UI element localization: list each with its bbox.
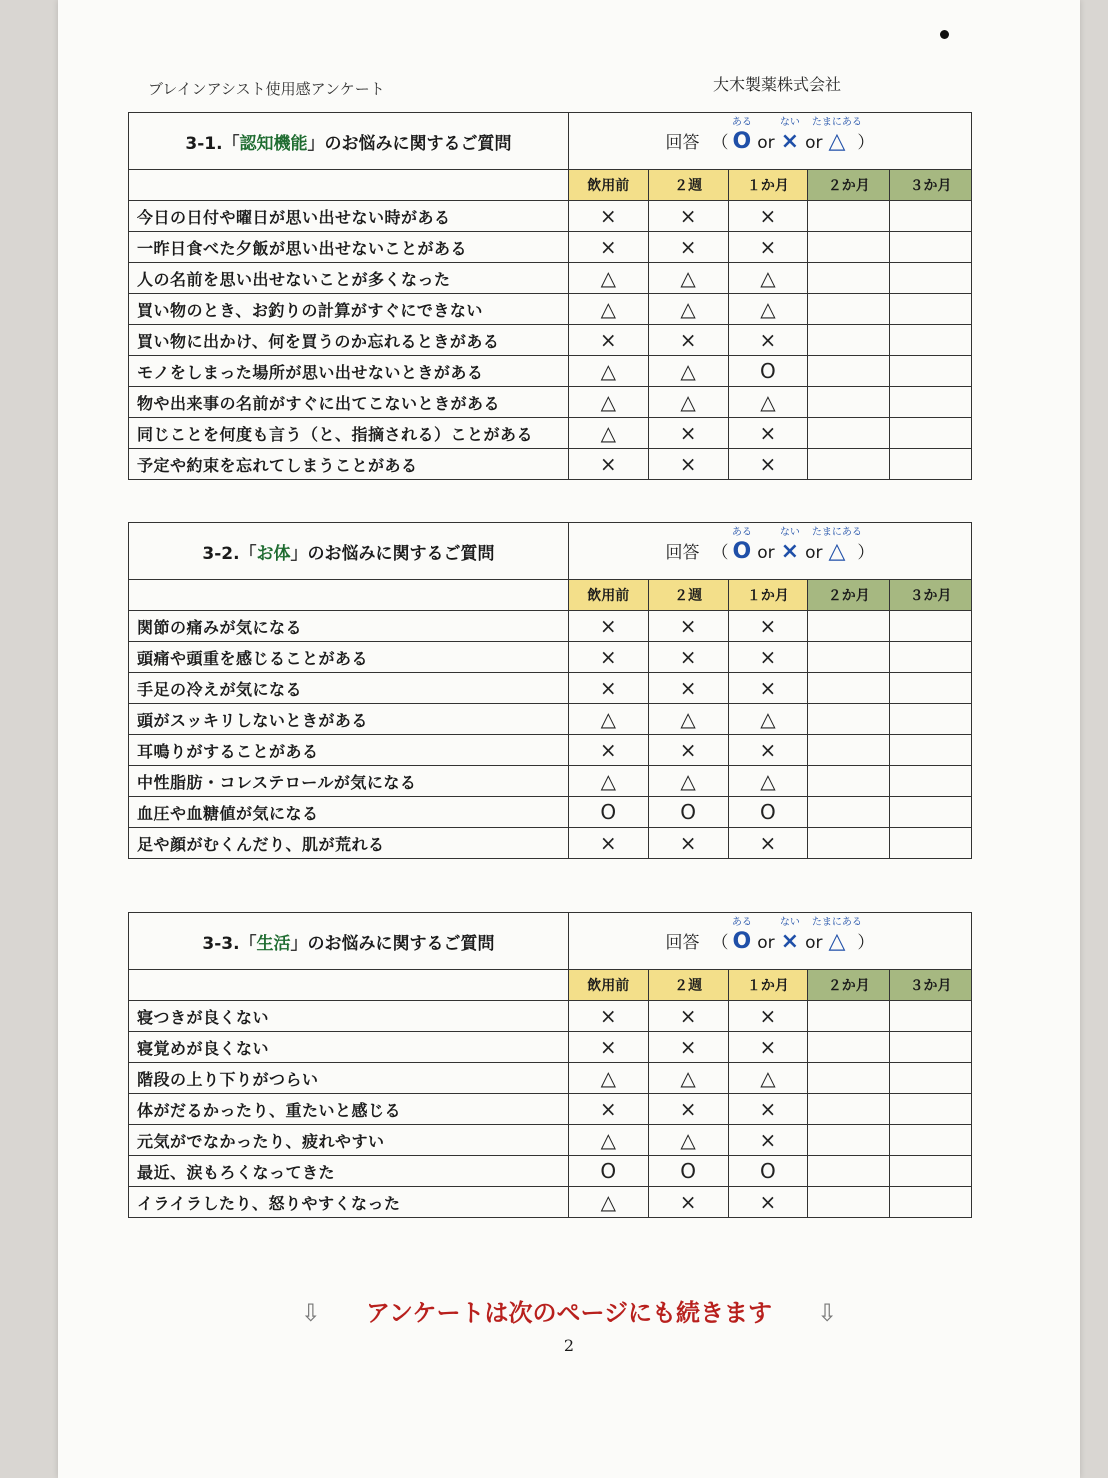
answer-cell: △ [568,1063,648,1094]
answer-cell [890,1063,972,1094]
answer-cell: △ [648,263,728,294]
answer-cell [890,263,972,294]
legend-symbol [779,117,800,154]
answer-cell [890,673,972,704]
column-header: ３か月 [890,580,972,611]
open-paren: （ [711,933,729,953]
answer-cell: × [728,1125,808,1156]
answer-label: 回答 [665,933,700,953]
question-row [129,673,972,704]
answer-cell: × [568,1001,648,1032]
answer-label: 回答 [665,543,700,563]
answer-cell: × [728,1001,808,1032]
answer-cell: × [728,325,808,356]
question-text: 今日の日付や曜日が思い出せない時がある [129,201,569,232]
answer-legend [568,913,971,970]
answer-label: 回答 [665,133,700,153]
answer-cell: △ [648,387,728,418]
column-header: １か月 [728,580,808,611]
answer-cell [890,1001,972,1032]
answer-cell: △ [648,1063,728,1094]
column-header: １か月 [728,970,808,1001]
answer-cell [890,1187,972,1218]
answer-cell: △ [568,263,648,294]
question-text: 足や顔がむくんだり、肌が荒れる [129,828,569,859]
answer-cell: × [648,1032,728,1063]
answer-cell [808,449,890,480]
legend-symbol [731,917,752,954]
question-text: 寝覚めが良くない [129,1032,569,1063]
question-text: 予定や約束を忘れてしまうことがある [129,449,569,480]
answer-cell [890,1125,972,1156]
answer-cell: × [728,232,808,263]
question-text: 中性脂肪・コレステロールが気になる [129,766,569,797]
down-arrow-icon: ⇩ [300,1299,321,1327]
answer-cell [808,673,890,704]
answer-cell [890,325,972,356]
legend-ruby: ない [779,117,800,128]
continuation-message: アンケートは次のページにも続きます [365,1299,773,1327]
answer-cell [808,263,890,294]
section-title-prefix: 3-1.「 [185,133,240,154]
ink-dot [940,30,949,39]
answer-cell: × [648,642,728,673]
or-text: or [757,133,775,153]
blank-cell [129,170,569,201]
question-row [129,325,972,356]
legend-mark: △ [828,539,846,564]
question-text: 階段の上り下りがつらい [129,1063,569,1094]
legend-symbol [779,527,800,564]
answer-cell: × [568,201,648,232]
answer-cell: × [648,449,728,480]
question-text: 元気がでなかったり、疲れやすい [129,1125,569,1156]
question-text: 買い物のとき、お釣りの計算がすぐにできない [129,294,569,325]
answer-cell [890,418,972,449]
question-text: 手足の冷えが気になる [129,673,569,704]
section-title-suffix: 」のお悩みに関するご質問 [290,543,495,564]
legend-ruby: たまにある [811,917,862,928]
question-text: 寝つきが良くない [129,1001,569,1032]
answer-cell: △ [648,294,728,325]
question-text: 血圧や血糖値が気になる [129,797,569,828]
column-header: 飲用前 [568,580,648,611]
answer-cell: × [648,1001,728,1032]
survey-title: ブレインアシスト使用感アンケート [148,80,385,98]
continuation-note [58,1293,1080,1328]
or-text: or [757,933,775,953]
answer-cell: △ [568,1125,648,1156]
answer-cell [890,1094,972,1125]
question-row [129,201,972,232]
legend-ruby: ない [779,527,800,538]
answer-cell: × [728,1094,808,1125]
answer-cell [890,201,972,232]
legend-ruby: ない [779,917,800,928]
answer-cell [808,735,890,766]
answer-cell: × [568,673,648,704]
question-row [129,263,972,294]
legend-symbol [731,527,752,564]
answer-cell: × [568,642,648,673]
legend-mark: O [732,129,752,154]
column-header: １か月 [728,170,808,201]
answer-cell [890,611,972,642]
question-table [128,522,972,859]
question-row [129,294,972,325]
section-title-suffix: 」のお悩みに関するご質問 [290,933,495,954]
legend-ruby: ある [731,527,752,538]
question-row [129,418,972,449]
answer-cell: O [568,797,648,828]
section-title-topic: お体 [256,543,291,564]
answer-cell: × [728,611,808,642]
answer-cell: × [728,418,808,449]
section-title-topic: 生活 [256,933,291,954]
answer-cell [890,1156,972,1187]
answer-cell: × [648,673,728,704]
answer-cell [808,1125,890,1156]
column-header: 飲用前 [568,970,648,1001]
paper-sheet [58,0,1080,1478]
answer-cell: × [728,642,808,673]
column-header: 飲用前 [568,170,648,201]
question-row [129,1094,972,1125]
column-header: ３か月 [890,970,972,1001]
answer-cell: × [648,418,728,449]
question-text: 物や出来事の名前がすぐに出てこないときがある [129,387,569,418]
answer-cell: O [728,356,808,387]
question-row [129,232,972,263]
column-header: ２週 [648,170,728,201]
answer-cell: △ [728,1063,808,1094]
answer-cell [808,797,890,828]
answer-cell: △ [568,387,648,418]
legend-mark: O [732,929,752,954]
question-table [128,112,972,480]
answer-cell: × [728,1187,808,1218]
section-title-topic: 認知機能 [239,133,308,154]
close-paren: ） [857,543,875,563]
legend-ruby: ある [731,917,752,928]
answer-cell [890,232,972,263]
answer-cell: △ [568,418,648,449]
legend-symbol [779,917,800,954]
or-text: or [805,933,823,953]
answer-cell [890,294,972,325]
column-header: ３か月 [890,170,972,201]
answer-cell [890,828,972,859]
section-title [129,523,569,580]
answer-cell [890,449,972,480]
section-title [129,913,569,970]
answer-cell: △ [568,294,648,325]
answer-cell: △ [568,356,648,387]
question-text: 人の名前を思い出せないことが多くなった [129,263,569,294]
answer-cell [890,797,972,828]
legend-ruby: たまにある [811,117,862,128]
question-row [129,1187,972,1218]
question-text: 同じことを何度も言う（と、指摘される）ことがある [129,418,569,449]
section-title-suffix: 」のお悩みに関するご質問 [307,133,512,154]
question-text: 頭痛や頭重を感じることがある [129,642,569,673]
question-row [129,766,972,797]
question-row [129,387,972,418]
answer-cell: × [568,449,648,480]
legend-mark: × [780,929,800,954]
question-text: イライラしたり、怒りやすくなった [129,1187,569,1218]
column-header: ２か月 [808,580,890,611]
legend-mark: O [732,539,752,564]
open-paren: （ [711,133,729,153]
column-header: ２週 [648,970,728,1001]
column-header: ２か月 [808,970,890,1001]
answer-cell [890,1032,972,1063]
answer-cell: O [648,797,728,828]
answer-cell: O [568,1156,648,1187]
question-row [129,642,972,673]
legend-ruby: たまにある [811,527,862,538]
answer-cell: × [568,232,648,263]
answer-cell [808,1063,890,1094]
question-text: 耳鳴りがすることがある [129,735,569,766]
answer-cell: △ [568,1187,648,1218]
answer-cell: × [648,1094,728,1125]
answer-cell: △ [728,263,808,294]
answer-cell [890,735,972,766]
question-row [129,704,972,735]
answer-cell [890,704,972,735]
answer-cell: O [648,1156,728,1187]
answer-cell [808,356,890,387]
question-row [129,1001,972,1032]
answer-cell: × [568,1094,648,1125]
down-arrow-icon: ⇩ [817,1299,838,1327]
legend-mark: △ [828,929,846,954]
answer-cell: × [568,1032,648,1063]
answer-cell: × [728,449,808,480]
answer-cell: △ [568,704,648,735]
close-paren: ） [857,133,875,153]
answer-cell [808,294,890,325]
question-table [128,912,972,1218]
section-title [129,113,569,170]
or-text: or [757,543,775,563]
answer-cell: △ [728,294,808,325]
answer-cell: △ [568,766,648,797]
answer-cell: × [728,828,808,859]
close-paren: ） [857,933,875,953]
blank-cell [129,580,569,611]
answer-cell: × [648,828,728,859]
question-text: 一昨日食べた夕飯が思い出せないことがある [129,232,569,263]
answer-cell [808,766,890,797]
answer-cell: × [728,673,808,704]
answer-cell: △ [648,704,728,735]
answer-cell: × [568,828,648,859]
answer-cell [808,418,890,449]
answer-cell [808,611,890,642]
question-row [129,449,972,480]
legend-mark: × [780,539,800,564]
question-text: 最近、涙もろくなってきた [129,1156,569,1187]
answer-cell: × [728,201,808,232]
or-text: or [805,133,823,153]
section-title-prefix: 3-3.「 [202,933,257,954]
answer-cell: O [728,797,808,828]
page-number: 2 [563,1336,575,1355]
question-row [129,735,972,766]
question-row [129,611,972,642]
section-title-prefix: 3-2.「 [202,543,257,564]
question-text: 体がだるかったり、重たいと感じる [129,1094,569,1125]
answer-legend [568,523,971,580]
answer-cell [808,232,890,263]
answer-cell [808,1156,890,1187]
answer-cell [890,387,972,418]
answer-cell: △ [728,704,808,735]
answer-cell: × [648,232,728,263]
answer-cell [890,642,972,673]
question-text: 関節の痛みが気になる [129,611,569,642]
answer-cell [808,828,890,859]
open-paren: （ [711,543,729,563]
answer-cell [808,1187,890,1218]
answer-cell: × [648,201,728,232]
answer-cell [808,642,890,673]
column-header: ２か月 [808,170,890,201]
answer-cell: × [648,1187,728,1218]
or-text: or [805,543,823,563]
answer-cell: △ [728,766,808,797]
answer-cell: × [568,735,648,766]
answer-cell: △ [648,356,728,387]
legend-mark: △ [828,129,846,154]
answer-cell: × [648,735,728,766]
answer-cell: × [728,735,808,766]
answer-cell [808,1032,890,1063]
answer-cell [808,1001,890,1032]
answer-cell [808,387,890,418]
question-row [129,1063,972,1094]
question-text: 頭がスッキリしないときがある [129,704,569,735]
question-row [129,356,972,387]
answer-cell: O [728,1156,808,1187]
answer-cell: × [648,325,728,356]
answer-cell [890,356,972,387]
answer-cell [808,1094,890,1125]
answer-cell [808,325,890,356]
question-text: 買い物に出かけ、何を買うのか忘れるときがある [129,325,569,356]
column-header: ２週 [648,580,728,611]
question-row [129,797,972,828]
question-row [129,1032,972,1063]
answer-cell: × [648,611,728,642]
legend-ruby: ある [731,117,752,128]
question-row [129,828,972,859]
answer-cell: × [728,1032,808,1063]
answer-cell: × [568,611,648,642]
question-row [129,1125,972,1156]
answer-cell [808,201,890,232]
answer-cell: △ [648,1125,728,1156]
answer-cell: × [568,325,648,356]
company-name: 大木製薬株式会社 [713,75,842,94]
answer-cell [808,704,890,735]
answer-legend [568,113,971,170]
blank-cell [129,970,569,1001]
legend-mark: × [780,129,800,154]
legend-symbol [731,117,752,154]
question-text: モノをしまった場所が思い出せないときがある [129,356,569,387]
answer-cell: △ [648,766,728,797]
answer-cell: △ [728,387,808,418]
answer-cell [890,766,972,797]
question-row [129,1156,972,1187]
